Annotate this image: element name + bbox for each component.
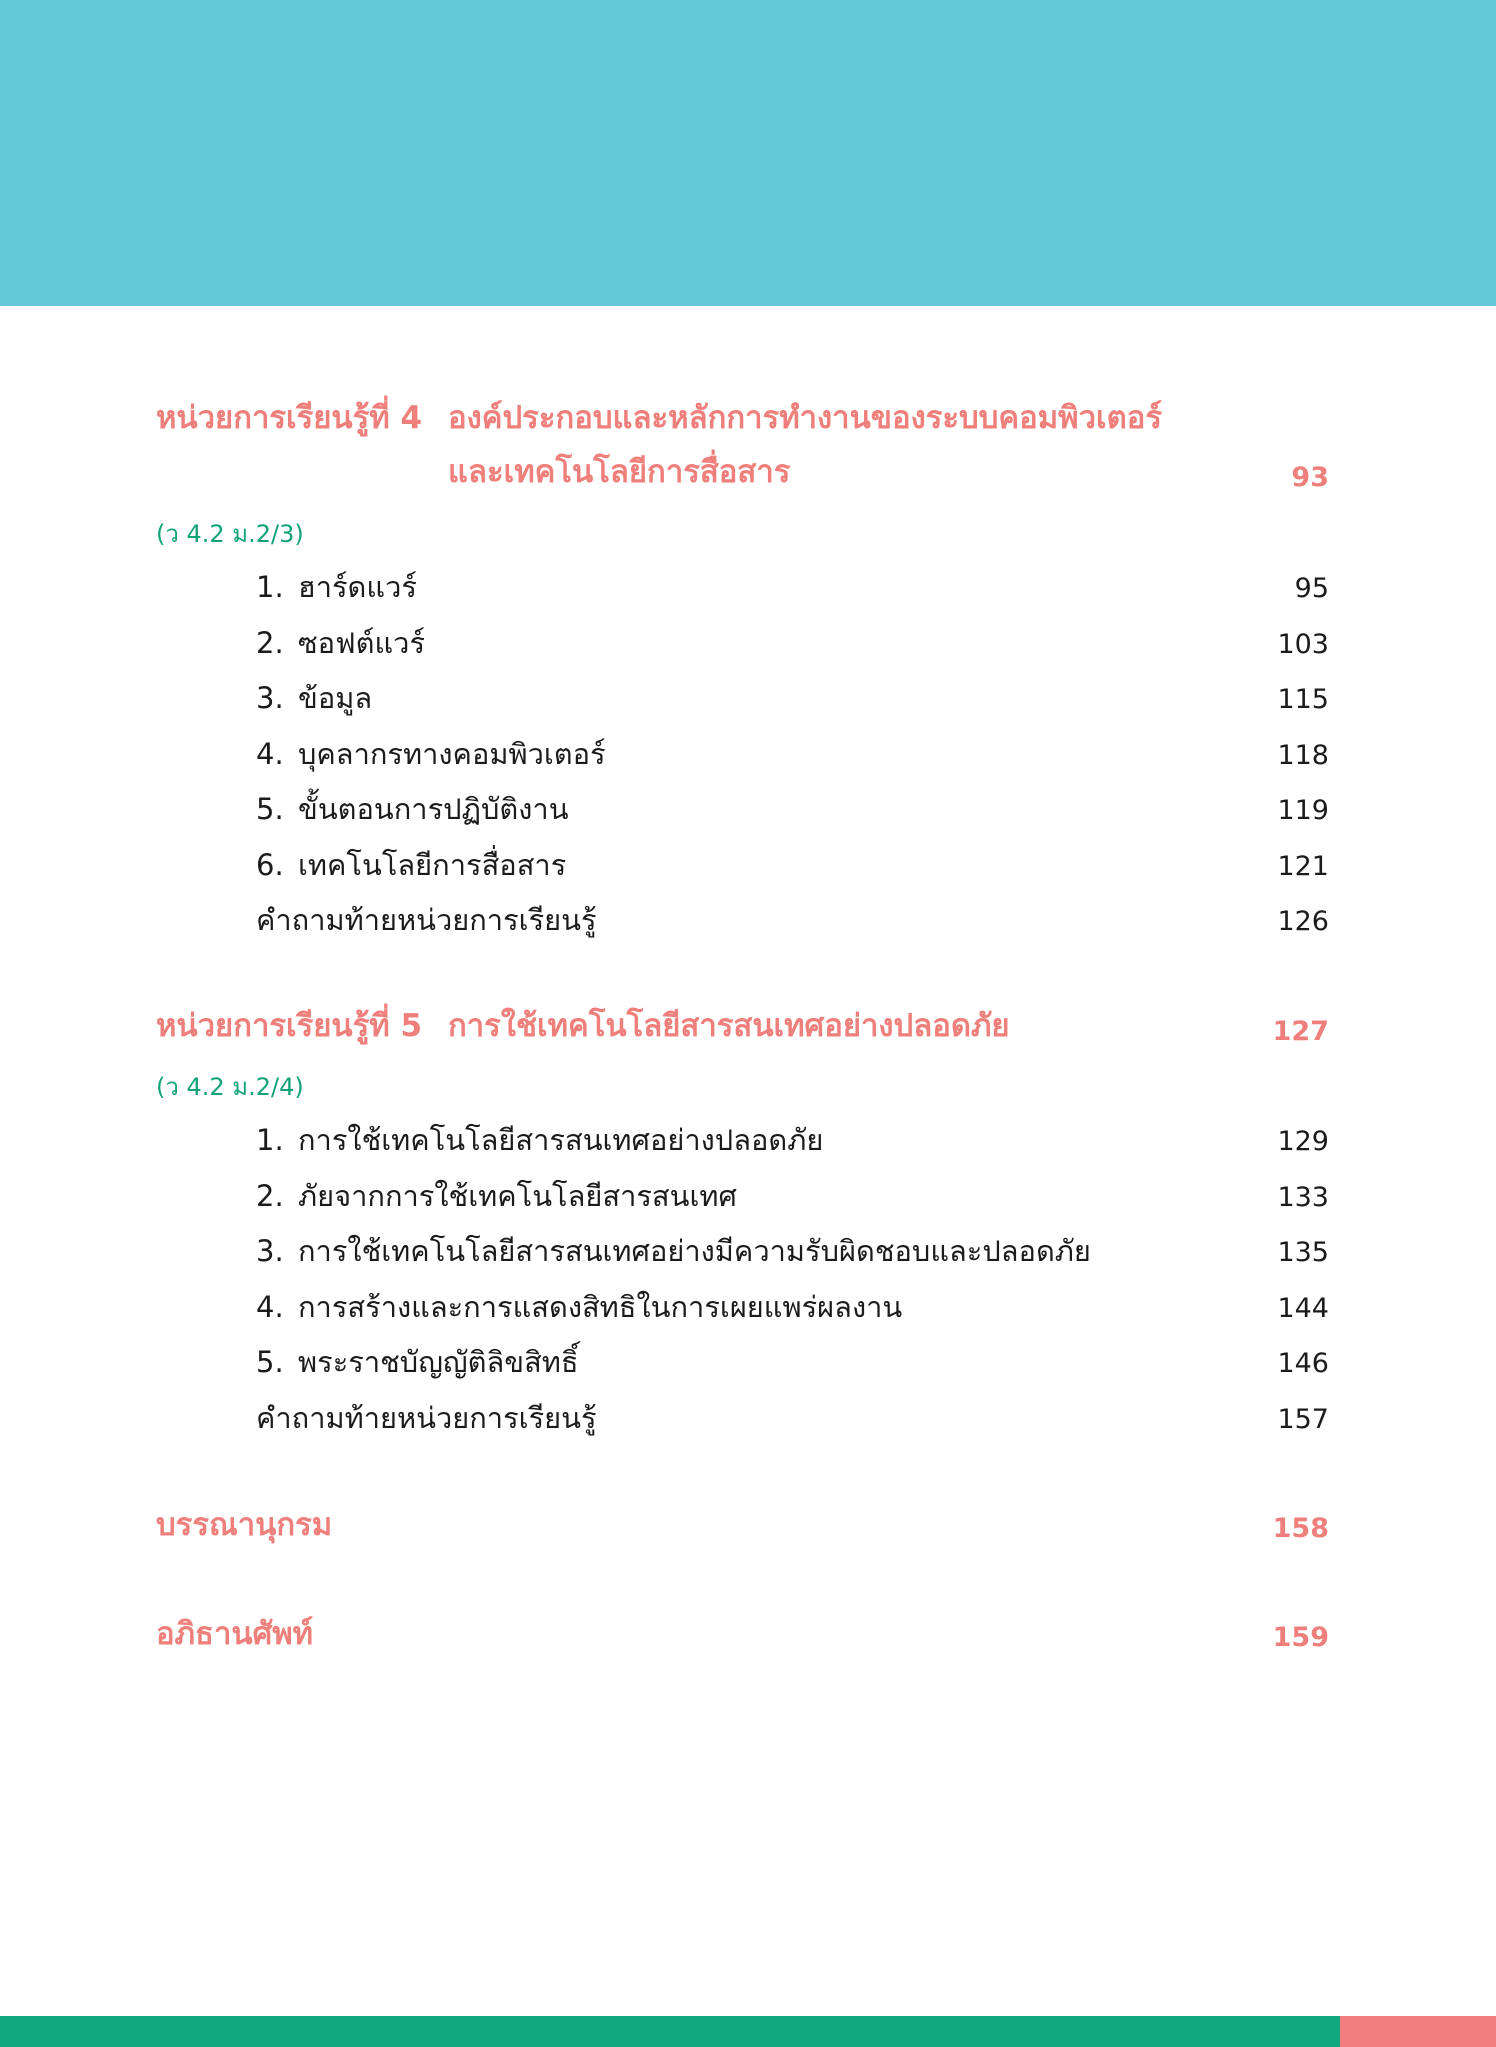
toc-entry-number: 6. — [256, 848, 284, 882]
toc-entry-number: 5. — [256, 1345, 284, 1379]
unit4-standard: (ว 4.2 ม.2/3) — [156, 520, 304, 548]
unit5-title: การใช้เทคโนโลยีสารสนเทศอย่างปลอดภัย — [448, 1008, 1010, 1044]
unit5-label: หน่วยการเรียนรู้ที่ 5 — [156, 1008, 423, 1044]
toc-entry-number: 5. — [256, 792, 284, 826]
toc-entry[interactable] — [256, 1123, 824, 1157]
toc-entry[interactable] — [256, 737, 606, 771]
toc-entry-page: 135 — [1277, 1237, 1329, 1268]
bottom-green-band — [0, 2016, 1340, 2047]
toc-entry-title: ข้อมูล — [298, 681, 373, 715]
toc-entry-page: 121 — [1277, 851, 1329, 882]
toc-entry-page: 103 — [1277, 629, 1329, 660]
toc-entry[interactable] — [256, 626, 426, 660]
bottom-pink-band — [1340, 2016, 1496, 2047]
top-color-band — [0, 0, 1496, 306]
unit4-questions-entry[interactable] — [256, 903, 597, 937]
unit5-page: 127 — [1272, 1016, 1329, 1047]
toc-entry-title: การใช้เทคโนโลยีสารสนเทศอย่างปลอดภัย — [298, 1123, 824, 1157]
toc-entry-page: 157 — [1277, 1404, 1329, 1435]
glossary-title[interactable]: อภิธานศัพท์ — [156, 1616, 314, 1652]
toc-entry[interactable] — [256, 1290, 903, 1324]
toc-entry-title: ฮาร์ดแวร์ — [298, 570, 417, 604]
toc-entry-page: 126 — [1277, 906, 1329, 937]
toc-entry-title: การใช้เทคโนโลยีสารสนเทศอย่างมีความรับผิดชอบและปลอดภัย — [298, 1234, 1091, 1268]
toc-entry[interactable] — [256, 1345, 579, 1379]
toc-entry[interactable] — [256, 570, 417, 604]
toc-entry-number: 4. — [256, 1290, 284, 1324]
toc-entry-page: 118 — [1277, 740, 1329, 771]
toc-entry-page: 115 — [1277, 684, 1329, 715]
unit4-title-line2: และเทคโนโลยีการสื่อสาร — [448, 454, 791, 490]
toc-entry-page: 129 — [1277, 1126, 1329, 1157]
toc-entry-page: 133 — [1277, 1182, 1329, 1213]
toc-entry-title: พระราชบัญญัติลิขสิทธิ์ — [298, 1345, 579, 1379]
bibliography-page: 158 — [1272, 1513, 1329, 1544]
toc-entry-number: 3. — [256, 1234, 284, 1268]
toc-entry-page: 144 — [1277, 1293, 1329, 1324]
toc-entry-number: 2. — [256, 1179, 284, 1213]
toc-entry-number: 1. — [256, 570, 284, 604]
toc-entry[interactable] — [256, 1234, 1091, 1268]
toc-entry-title: ภัยจากการใช้เทคโนโลยีสารสนเทศ — [298, 1179, 737, 1213]
bibliography-title[interactable]: บรรณานุกรม — [156, 1507, 333, 1543]
toc-entry-page: 95 — [1294, 573, 1329, 604]
toc-entry-page: 146 — [1277, 1348, 1329, 1379]
toc-entry-title: บุคลากรทางคอมพิวเตอร์ — [298, 737, 606, 771]
toc-entry-title: การสร้างและการแสดงสิทธิในการเผยแพร่ผลงาน — [298, 1290, 903, 1324]
toc-entry[interactable] — [256, 681, 373, 715]
toc-entry-title: คำถามท้ายหน่วยการเรียนรู้ — [256, 903, 597, 937]
toc-entry-number: 1. — [256, 1123, 284, 1157]
toc-entry[interactable] — [256, 848, 567, 882]
toc-entry[interactable] — [256, 1179, 737, 1213]
toc-entry-number: 3. — [256, 681, 284, 715]
toc-entry-title: ซอฟต์แวร์ — [298, 626, 426, 660]
glossary-page: 159 — [1272, 1622, 1329, 1653]
toc-entry-title: คำถามท้ายหน่วยการเรียนรู้ — [256, 1401, 597, 1435]
unit4-label: หน่วยการเรียนรู้ที่ 4 — [156, 400, 423, 436]
toc-entry-number: 2. — [256, 626, 284, 660]
unit4-page: 93 — [1291, 462, 1329, 493]
toc-entry-page: 119 — [1277, 795, 1329, 826]
unit4-title-line1: องค์ประกอบและหลักการทำงานของระบบคอมพิวเตอร์ — [448, 400, 1162, 436]
toc-entry[interactable] — [256, 792, 569, 826]
toc-entry-title: ขั้นตอนการปฏิบัติงาน — [298, 792, 569, 826]
unit5-questions-entry[interactable] — [256, 1401, 597, 1435]
toc-entry-number: 4. — [256, 737, 284, 771]
unit5-standard: (ว 4.2 ม.2/4) — [156, 1073, 304, 1101]
toc-entry-title: เทคโนโลยีการสื่อสาร — [298, 848, 567, 882]
